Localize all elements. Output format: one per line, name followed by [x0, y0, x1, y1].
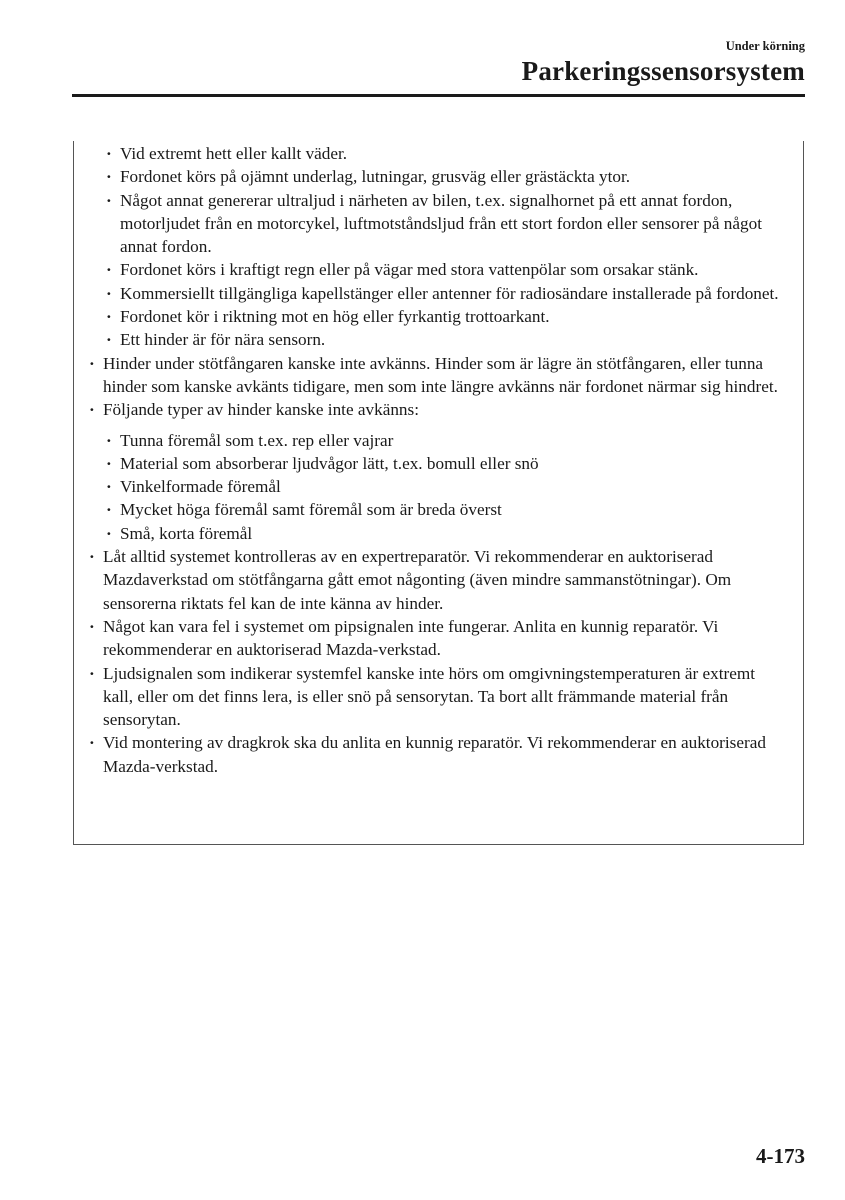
list-item: · Material som absorberar ljudvågor lätt, t.ex. bomull eller snö	[104, 452, 787, 475]
list-item: · Låt alltid systemet kontrolleras av en expertreparatör. Vi rekommenderar en auktoriserad Mazdaverkstad om stötfångarna gått emot någonting (även mindre sammanstötningar). Om sensorerna riktats fel kan de inte känna av hinder.	[87, 545, 787, 615]
list-item: · Hinder under stötfångaren kanske inte avkänns. Hinder som är lägre än stötfångaren, eller tunna hinder som kanske avkänts tidigare, men som inte längre avkänns när fordonet närmar sig hindret.	[87, 352, 787, 399]
list-item: · Vinkelformade föremål	[104, 475, 787, 498]
list-item: · Ljudsignalen som indikerar systemfel kanske inte hörs om omgivningstemperaturen är extremt kall, eller om det finns lera, is eller snö på sensorytan. Ta bort allt främmande material från sensorytan.	[87, 662, 787, 732]
note-box	[73, 141, 804, 845]
condition-sub-list	[104, 142, 787, 352]
list-item: · Tunna föremål som t.ex. rep eller vajrar	[104, 429, 787, 452]
list-item: · Små, korta föremål	[104, 522, 787, 545]
note-content	[87, 142, 787, 778]
title-rule	[72, 94, 805, 97]
list-item: · Vid extremt hett eller kallt väder.	[104, 142, 787, 165]
list-item: · Något annat genererar ultraljud i närheten av bilen, t.ex. signalhornet på ett annat fordon, motorljudet från en motorcykel, luftmotståndsljud från ett stort fordon eller sensorer på något annat fordon.	[104, 189, 787, 259]
note-list-continued	[87, 545, 787, 778]
list-item: · Följande typer av hinder kanske inte avkänns:	[87, 398, 787, 421]
list-item: · Fordonet kör i riktning mot en hög eller fyrkantig trottoarkant.	[104, 305, 787, 328]
obstacle-sub-list	[104, 429, 787, 545]
list-item: · Fordonet körs på ojämnt underlag, lutningar, grusväg eller grästäckta ytor.	[104, 165, 787, 188]
section-label: Under körning	[725, 39, 805, 53]
list-item: · Något kan vara fel i systemet om pipsignalen inte fungerar. Anlita en kunnig reparatör. Vi rekommenderar en auktoriserad Mazda-verkstad.	[87, 615, 787, 662]
list-item: · Kommersiellt tillgängliga kapellstänger eller antenner för radiosändare installerade på fordonet.	[104, 282, 787, 305]
list-item: · Fordonet körs i kraftigt regn eller på vägar med stora vattenpölar som orsakar stänk.	[104, 258, 787, 281]
note-list	[87, 352, 787, 422]
page-number: 4-173	[756, 1144, 805, 1168]
list-item: · Vid montering av dragkrok ska du anlita en kunnig reparatör. Vi rekommenderar en auktoriserad Mazda-verkstad.	[87, 731, 787, 778]
list-item: · Ett hinder är för nära sensorn.	[104, 328, 787, 351]
list-item: · Mycket höga föremål samt föremål som är breda överst	[104, 498, 787, 521]
page-title: Parkeringssensorsystem	[521, 56, 805, 86]
